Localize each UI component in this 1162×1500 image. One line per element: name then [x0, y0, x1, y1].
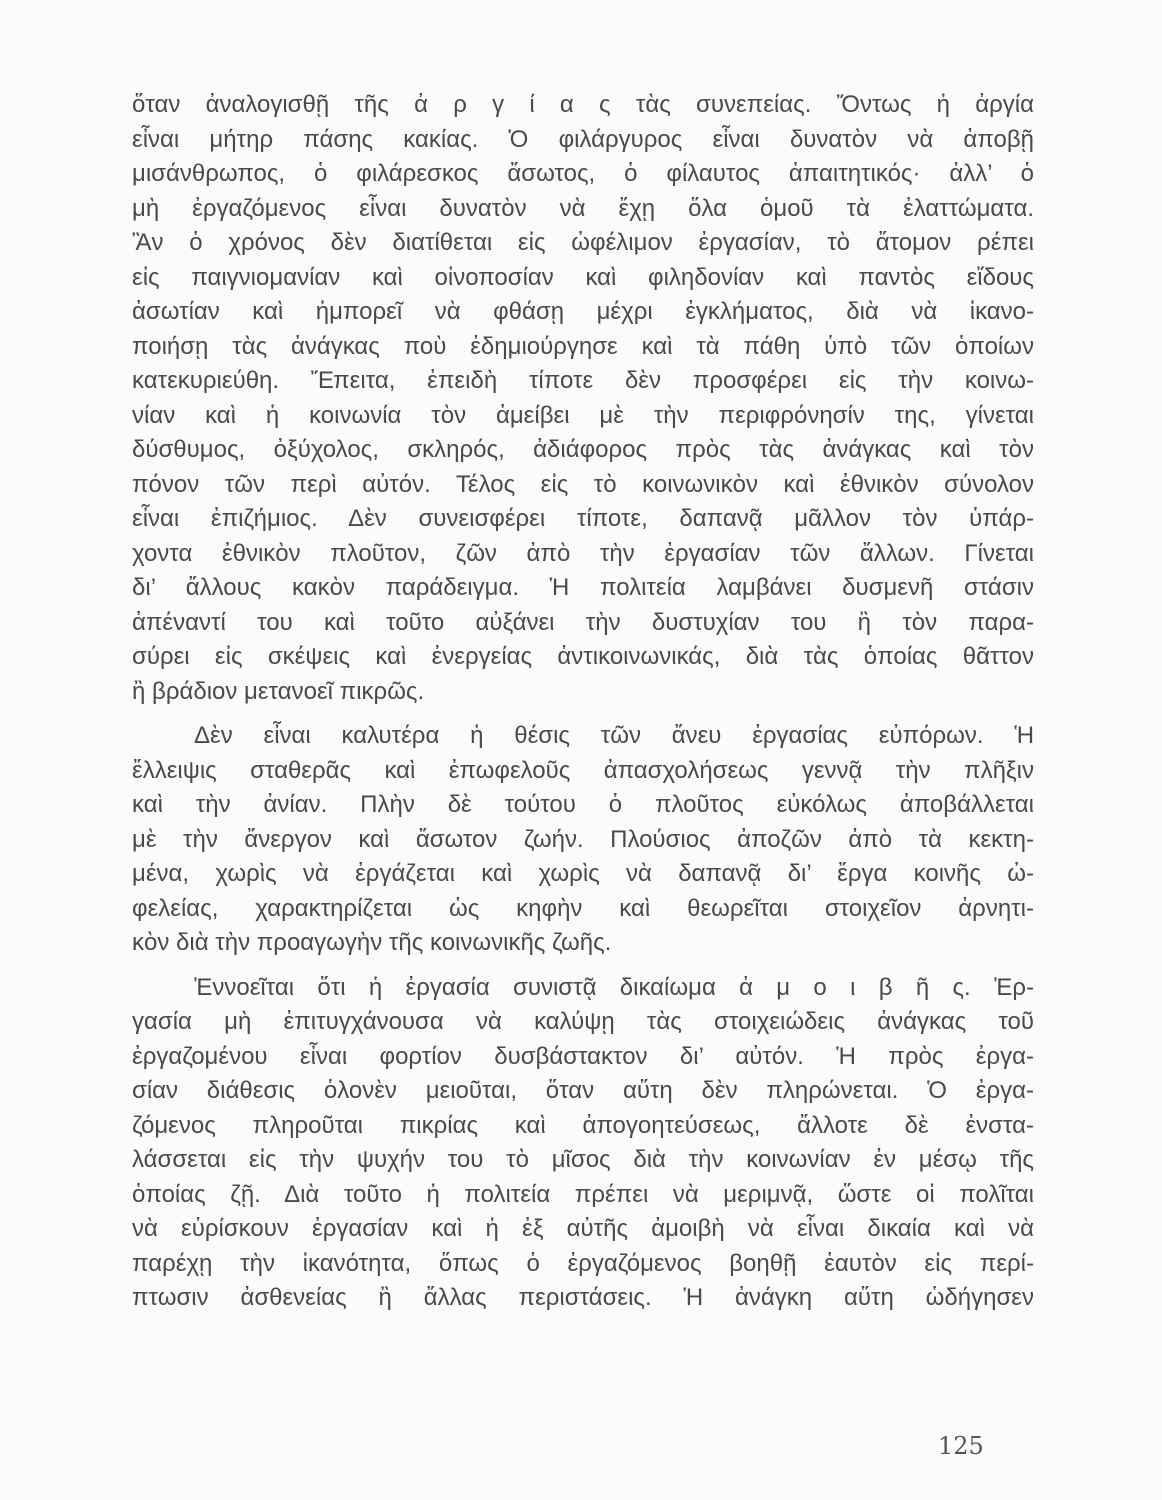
text-line: μισάνθρωπος, ὁ φιλάρεσκος ἄσωτος, ὁ φίλαυτος ἀπαιτητικός· ἀλλ’ ὁ	[132, 160, 1034, 187]
text-line: δι’ ἄλλους κακὸν παράδειγμα. Ἡ πολιτεία λαμβάνει δυσμενῆ στάσιν	[132, 574, 1034, 601]
text-line: Ἐννοεῖται ὅτι ἡ ἐργασία συνιστᾷ δικαίωμα ἀ μ ο ι β ῆ ς. Ἐρ-	[194, 973, 1034, 1001]
text-line: ποιήσῃ τὰς ἀνάγκας ποὺ ἐδημιούργησε καὶ τὰ πάθη ὑπὸ τῶν ὁποίων	[132, 332, 1034, 360]
text-line: δύσθυμος, ὀξύχολος, σκληρός, ἀδιάφορος πρὸς τὰς ἀνάγκας καὶ τὸν	[132, 436, 1034, 463]
text-line: νὰ εὑρίσκουν ἐργασίαν καὶ ἡ ἐξ αὐτῆς ἀμοιβὴ νὰ εἶναι δικαία καὶ νὰ	[132, 1215, 1034, 1242]
text-line: μὲ τὴν ἄνεργον καὶ ἄσωτον ζωήν. Πλούσιος ἀποζῶν ἀπὸ τὰ κεκτη-	[132, 825, 1034, 853]
text-line: πόνον τῶν περὶ αὐτόν. Τέλος εἰς τὸ κοινωνικὸν καὶ ἐθνικὸν σύνολον	[132, 470, 1034, 498]
text-line: παρέχῃ τὴν ἱκανότητα, ὅπως ὁ ἐργαζόμενος βοηθῇ ἑαυτὸν εἰς περί-	[132, 1249, 1034, 1277]
text-line: κατεκυριεύθη. Ἔπειτα, ἐπειδὴ τίποτε δὲν προσφέρει εἰς τὴν κοινω-	[132, 367, 1034, 394]
page-body	[132, 88, 1034, 1326]
paragraph	[132, 971, 1034, 1316]
text-line: κὸν διὰ τὴν προαγωγὴν τῆς κοινωνικῆς ζωῆς.	[132, 929, 612, 956]
page-number: 125	[938, 1432, 984, 1460]
text-line: Δὲν εἶναι καλυτέρα ἡ θέσις τῶν ἄνευ ἐργασίας εὐπόρων. Ἡ	[194, 722, 1034, 749]
text-line: μένα, χωρὶς νὰ ἐργάζεται καὶ χωρὶς νὰ δαπανᾷ δι’ ἔργα κοινῆς ὠ-	[132, 860, 1034, 887]
text-line: εἶναι ἐπιζήμιος. Δὲν συνεισφέρει τίποτε, δαπανᾷ μᾶλλον τὸν ὑπάρ-	[132, 505, 1034, 532]
text-line: γασία μὴ ἐπιτυγχάνουσα νὰ καλύψῃ τὰς στοιχειώδεις ἀνάγκας τοῦ	[132, 1008, 1034, 1035]
text-line: ἀπέναντί του καὶ τοῦτο αὐξάνει τὴν δυστυχίαν του ἢ τὸν παρα-	[132, 608, 1034, 636]
text-line: φελείας, χαρακτηρίζεται ὡς κηφὴν καὶ θεωρεῖται στοιχεῖον ἀρνητι-	[132, 894, 1034, 922]
text-line: ἐργαζομένου εἶναι φορτίον δυσβάστακτον δι’ αὐτόν. Ἡ πρὸς ἐργα-	[132, 1042, 1034, 1070]
text-line: σίαν διάθεσις ὁλονὲν μειοῦται, ὅταν αὕτη δὲν πληρώνεται. Ὁ ἐργα-	[132, 1077, 1034, 1104]
text-line: Ἂν ὁ χρόνος δὲν διατίθεται εἰς ὠφέλιμον ἐργασίαν, τὸ ἄτομον ρέπει	[132, 229, 1034, 256]
text-line: ἔλλειψις σταθερᾶς καὶ ἐπωφελοῦς ἀπασχολήσεως γεννᾷ τὴν πλῆξιν	[132, 756, 1034, 784]
paragraph	[132, 88, 1034, 709]
text-line: ἀσωτίαν καὶ ἠμπορεῖ νὰ φθάσῃ μέχρι ἐγκλήματος, διὰ νὰ ἱκανο-	[132, 298, 1034, 325]
text-line: πτωσιν ἀσθενείας ἢ ἄλλας περιστάσεις. Ἡ ἀνάγκη αὕτη ὡδήγησεν	[132, 1284, 1034, 1311]
text-line: λάσσεται εἰς τὴν ψυχήν του τὸ μῖσος διὰ τὴν κοινωνίαν ἐν μέσῳ τῆς	[132, 1146, 1034, 1173]
text-line: ζόμενος πληροῦται πικρίας καὶ ἀπογοητεύσεως, ἄλλοτε δὲ ἐνστα-	[132, 1111, 1034, 1139]
text-line: σύρει εἰς σκέψεις καὶ ἐνεργείας ἀντικοινωνικάς, διὰ τὰς ὁποίας θᾶττον	[132, 643, 1034, 670]
text-line: ὁποίας ζῇ. Διὰ τοῦτο ἡ πολιτεία πρέπει νὰ μεριμνᾷ, ὥστε οἱ πολῖται	[132, 1180, 1034, 1208]
paragraph	[132, 719, 1034, 961]
text-line: μὴ ἐργαζόμενος εἶναι δυνατὸν νὰ ἔχῃ ὅλα ὁμοῦ τὰ ἐλαττώματα.	[132, 194, 1034, 222]
text-line: εἶναι μήτηρ πάσης κακίας. Ὁ φιλάργυρος εἶναι δυνατὸν νὰ ἀποβῇ	[132, 125, 1034, 153]
text-line: εἰς παιγνιομανίαν καὶ οἰνοποσίαν καὶ φιληδονίαν καὶ παντὸς εἴδους	[132, 263, 1034, 291]
text-line: χοντα ἐθνικὸν πλοῦτον, ζῶν ἀπὸ τὴν ἐργασίαν τῶν ἄλλων. Γίνεται	[132, 539, 1034, 567]
text-line: ὅταν ἀναλογισθῇ τῆς ἀ ρ γ ί α ς τὰς συνεπείας. Ὄντως ἡ ἀργία	[132, 91, 1034, 118]
text-line: καὶ τὴν ἀνίαν. Πλὴν δὲ τούτου ὁ πλοῦτος εὐκόλως ἀποβάλλεται	[132, 791, 1034, 818]
text-line: νίαν καὶ ἡ κοινωνία τὸν ἀμείβει μὲ τὴν περιφρόνησίν της, γίνεται	[132, 401, 1034, 429]
text-line: ἢ βράδιον μετανοεῖ πικρῶς.	[132, 677, 425, 705]
